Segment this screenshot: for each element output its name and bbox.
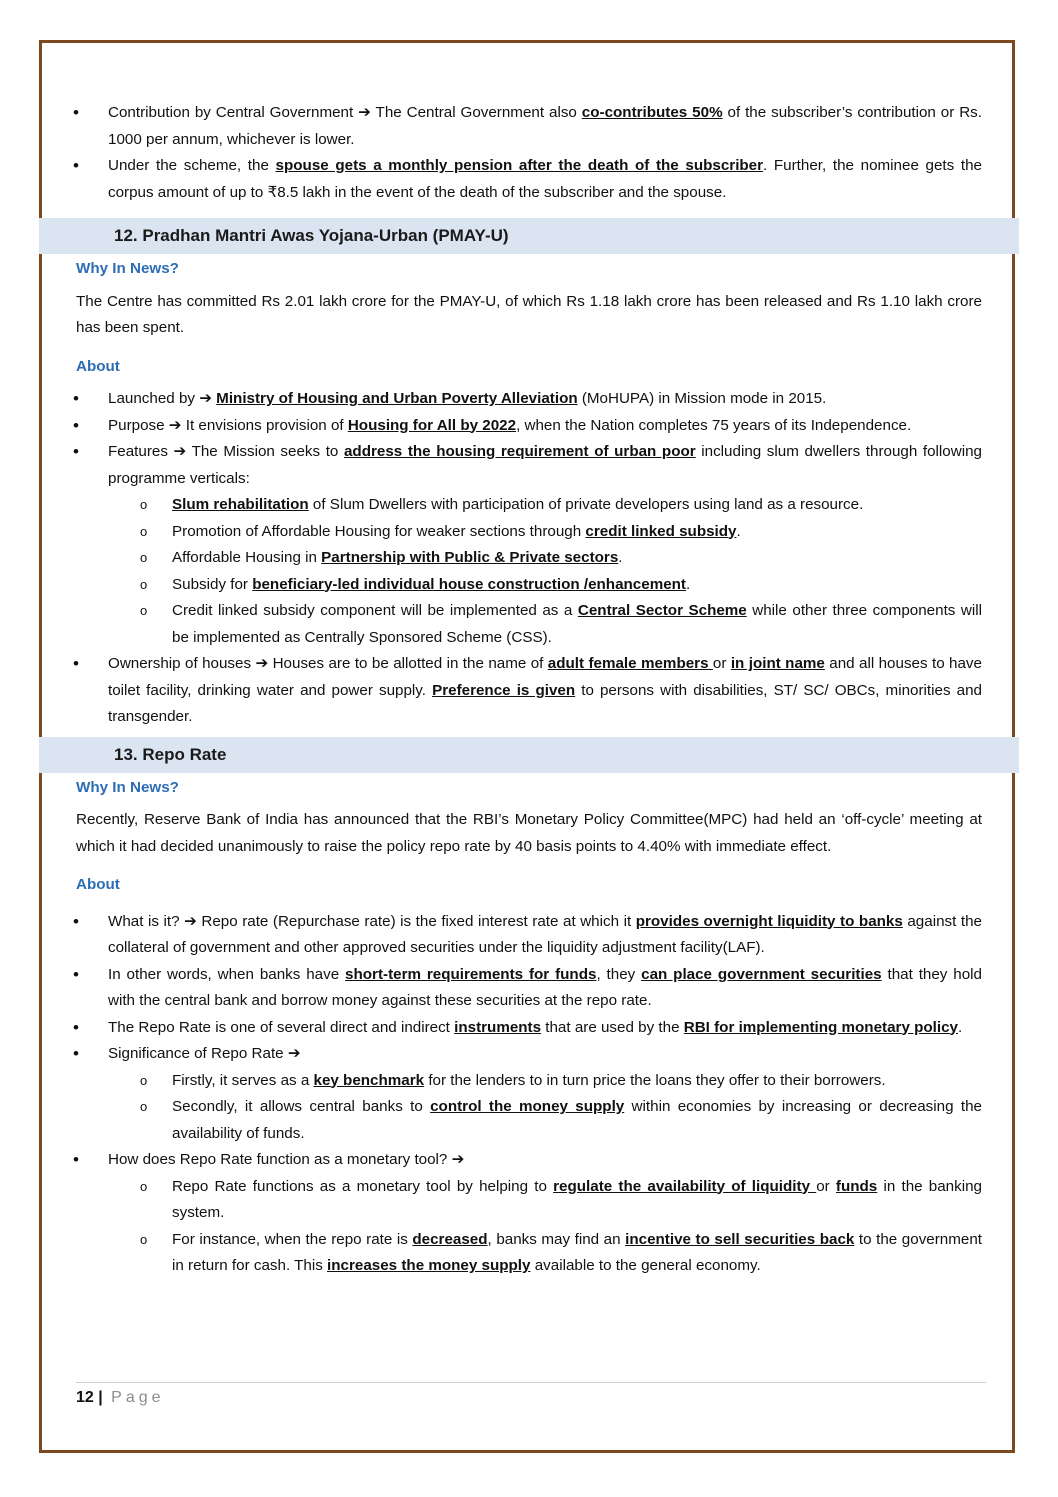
list-item: • In other words, when banks have short-term requirements for funds, they can place government securities that they hold with the central bank and borrow money against these securities at the repo rate. — [76, 962, 982, 1015]
sub-list-item: o For instance, when the repo rate is decreased, banks may find an incentive to sell securities back to the government in return for cash. This increases the money supply available to the general economy. — [140, 1227, 982, 1280]
sub-list-item: o Promotion of Affordable Housing for weaker sections through credit linked subsidy. — [140, 519, 982, 546]
section-heading-repo-rate: 13. Repo Rate — [39, 737, 1019, 773]
monetary-tool-sub-list — [76, 1174, 982, 1280]
sub-list-item: o Secondly, it allows central banks to control the money supply within economies by increasing or decreasing the availability of funds. — [140, 1094, 982, 1147]
list-item: • How does Repo Rate function as a monetary tool? ➔ — [76, 1147, 982, 1174]
sub-list-item: o Subsidy for beneficiary-led individual house construction /enhancement. — [140, 572, 982, 599]
verticals-sub-list — [76, 492, 982, 651]
news-paragraph: The Centre has committed Rs 2.01 lakh crore for the PMAY-U, of which Rs 1.18 lakh crore has been released and Rs 1.10 lakh crore has been spent. — [76, 292, 982, 336]
footer-separator: | — [93, 1389, 108, 1406]
sub-list-item: o Affordable Housing in Partnership with Public & Private sectors. — [140, 545, 982, 572]
sub-list-item: o Firstly, it serves as a key benchmark for the lenders to in turn price the loans they offer to their borrowers. — [140, 1068, 982, 1095]
top-bullet-list — [76, 100, 982, 206]
sub-list-item: o Repo Rate functions as a monetary tool by helping to regulate the availability of liquidity or funds in the banking system. — [140, 1174, 982, 1227]
sub-list-item: o Credit linked subsidy component will be implemented as a Central Sector Scheme while other three components will be implemented as Centrally Sponsored Scheme (CSS). — [140, 598, 982, 651]
significance-sub-list — [76, 1068, 982, 1148]
news-paragraph: Recently, Reserve Bank of India has announced that the RBI’s Monetary Policy Committee(MPC) had held an ‘off-cycle’ meeting at which it had decided unanimously to raise the policy repo rate by 40 basis points to 4.40% with immediate effect. — [76, 811, 982, 855]
section-heading-pmay-u: 12. Pradhan Mantri Awas Yojana-Urban (PMAY-U) — [39, 218, 1019, 254]
list-item: • Contribution by Central Government ➔ The Central Government also co-contributes 50% of the subscriber’s contribution or Rs. 1000 per annum, whichever is lower. — [76, 100, 982, 153]
list-item: • Ownership of houses ➔ Houses are to be allotted in the name of adult female members or in joint name and all houses to have toilet facility, drinking water and power supply. Preference is given to persons with disabilities, ST/ SC/ OBCs, minorities and transgender. — [76, 651, 982, 731]
page-footer — [76, 1382, 986, 1407]
list-item: • Significance of Repo Rate ➔ — [76, 1041, 982, 1068]
about-label: About — [76, 876, 120, 893]
list-item: • Features ➔ The Mission seeks to address the housing requirement of urban poor including slum dwellers through following programme verticals: — [76, 439, 982, 492]
page-number: 12 — [76, 1389, 94, 1406]
about-label: About — [76, 357, 120, 375]
list-item: • The Repo Rate is one of several direct and indirect instruments that are used by the RBI for implementing monetary policy. — [76, 1015, 982, 1042]
repo-about-list — [76, 909, 982, 1068]
about-list — [76, 386, 982, 492]
sub-list-item: o Slum rehabilitation of Slum Dwellers with participation of private developers using land as a resource. — [140, 492, 982, 519]
why-in-news-label: Why In News? — [76, 778, 179, 796]
repo-about-list-cont — [76, 1147, 982, 1174]
why-in-news-label: Why In News? — [76, 260, 179, 277]
list-item: • Under the scheme, the spouse gets a monthly pension after the death of the subscriber. Further, the nominee gets the corpus amount of up to ₹8.5 lakh in the event of the death of the subscriber and the spouse. — [76, 153, 982, 206]
list-item: • What is it? ➔ Repo rate (Repurchase rate) is the fixed interest rate at which it provides overnight liquidity to banks against the collateral of government and other approved securities under the liquidity adjustment facility(LAF). — [76, 909, 982, 962]
about-list-cont — [76, 651, 982, 731]
list-item: • Purpose ➔ It envisions provision of Housing for All by 2022, when the Nation completes 75 years of its Independence. — [76, 413, 982, 440]
page-label: Page — [111, 1389, 165, 1406]
page-content — [76, 100, 982, 1280]
list-item: • Launched by ➔ Ministry of Housing and Urban Poverty Alleviation (MoHUPA) in Mission mode in 2015. — [76, 386, 982, 413]
